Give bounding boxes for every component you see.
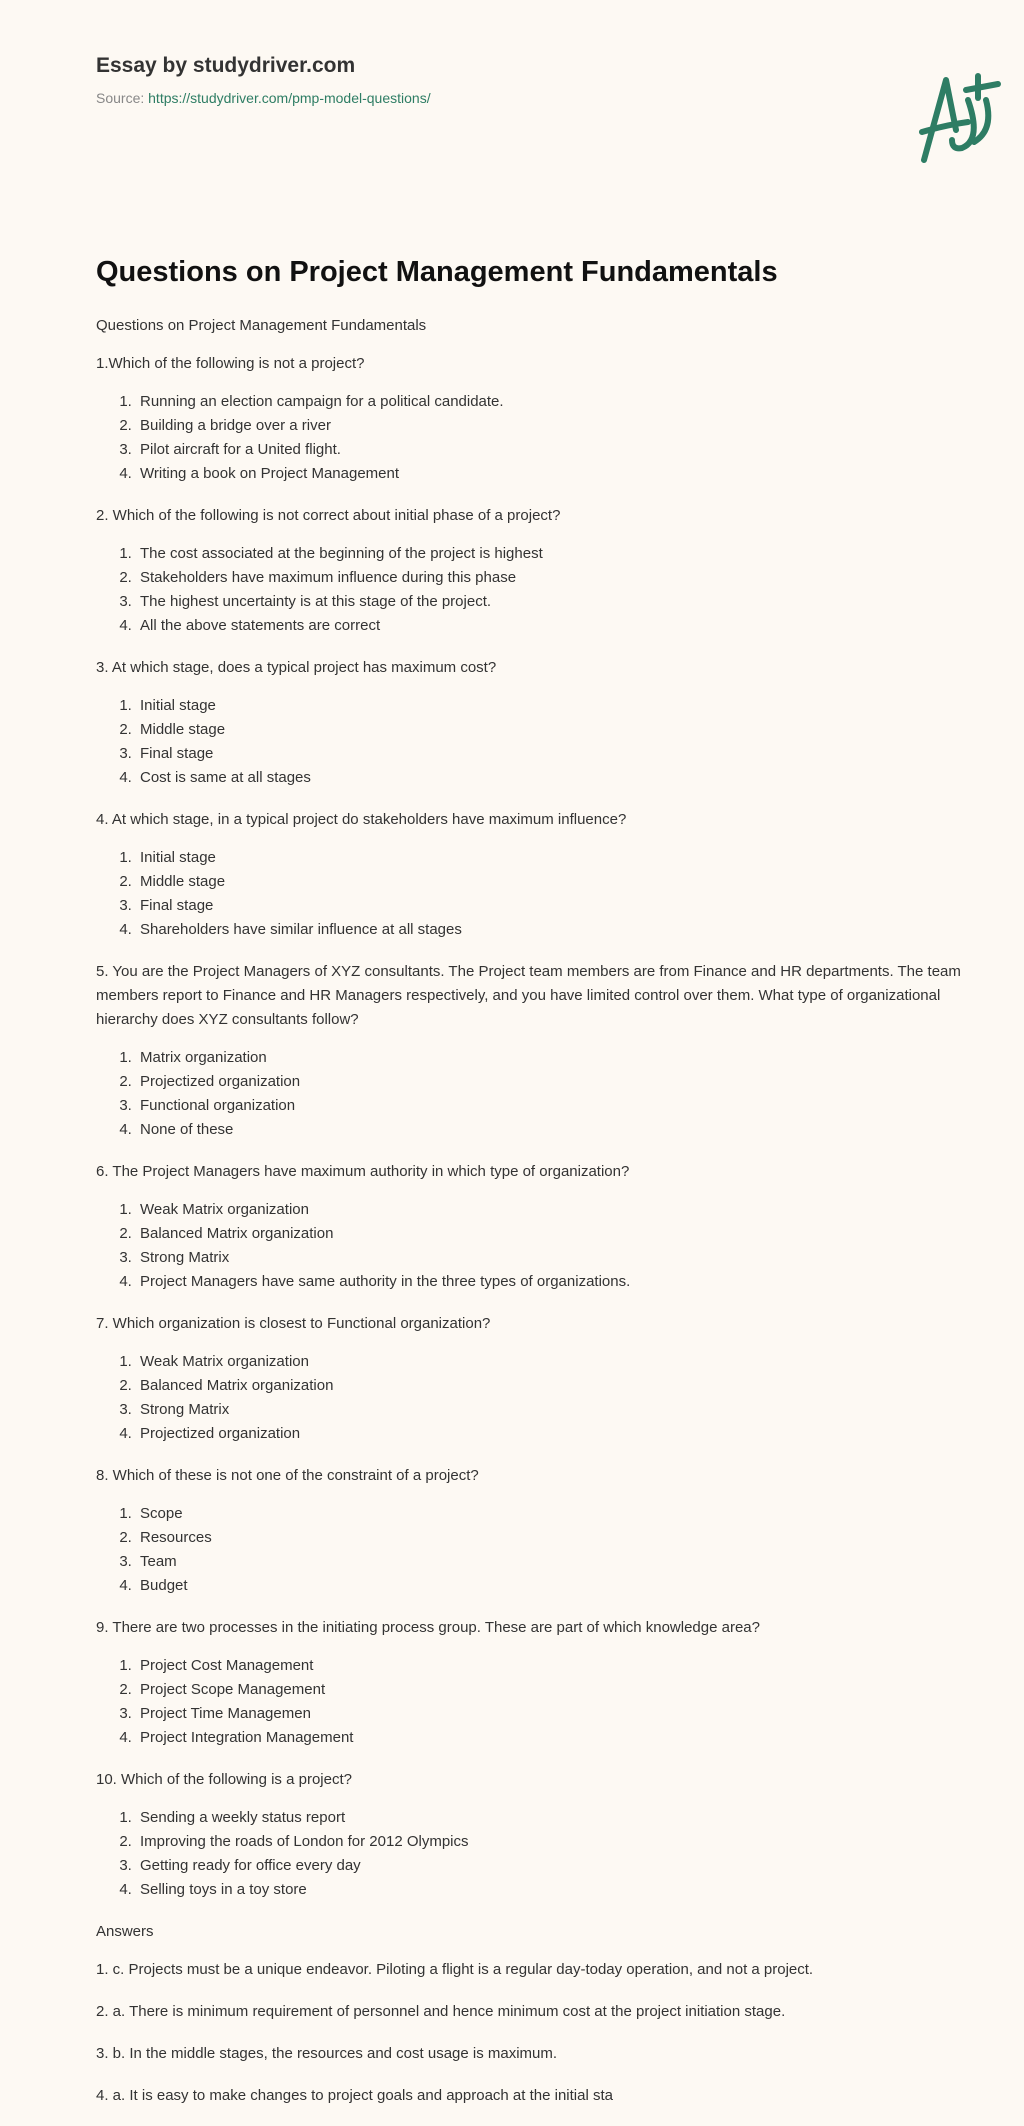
- source-line: [96, 90, 431, 106]
- a-plus-logo-icon: [916, 70, 1024, 170]
- answers-heading: Answers: [96, 1923, 154, 1940]
- option-item: 1. Sending a weekly status report: [136, 1806, 966, 1830]
- option-item: 4. Writing a book on Project Management: [136, 462, 966, 486]
- answer-item: 1. c. Projects must be a unique endeavor. Piloting a flight is a regular day-today operation, and not a project.: [96, 1961, 814, 1978]
- brand-title: Essay by studydriver.com: [96, 54, 356, 77]
- option-item: 4. Project Integration Management: [136, 1726, 966, 1750]
- answers-list: [96, 1958, 966, 2108]
- subtitle: Questions on Project Management Fundamentals: [96, 317, 427, 334]
- question-options: [96, 1806, 966, 1902]
- source-label: Source:: [96, 90, 145, 106]
- option-item: 3. Project Time Managemen: [136, 1702, 966, 1726]
- option-item: 2. Middle stage: [136, 718, 966, 742]
- question-options: [96, 1654, 966, 1750]
- answer-item: 4. a. It is easy to make changes to project goals and approach at the initial sta: [96, 2087, 613, 2104]
- question-text: 9. There are two processes in the initiating process group. These are part of which knowledge area?: [96, 1619, 760, 1636]
- option-item: 3. The highest uncertainty is at this stage of the project.: [136, 590, 966, 614]
- option-item: 1. Scope: [136, 1502, 966, 1526]
- question-text: 5. You are the Project Managers of XYZ consultants. The Project team members are from Finance and HR departments. The team members report to Finance and HR Managers respectively, and you have limited control over them. What type of organizational hierarchy does XYZ consultants follow?: [96, 963, 961, 1028]
- option-item: 1. Initial stage: [136, 694, 966, 718]
- option-item: 4. Budget: [136, 1574, 966, 1598]
- question-text: 8. Which of these is not one of the constraint of a project?: [96, 1467, 479, 1484]
- question-options: [96, 1350, 966, 1446]
- option-item: 4. Selling toys in a toy store: [136, 1878, 966, 1902]
- option-item: 1. Weak Matrix organization: [136, 1198, 966, 1222]
- question-text: 2. Which of the following is not correct about initial phase of a project?: [96, 507, 561, 524]
- question-options: [96, 694, 966, 790]
- answer-item: 2. a. There is minimum requirement of personnel and hence minimum cost at the project initiation stage.: [96, 2003, 786, 2020]
- option-item: 2. Resources: [136, 1526, 966, 1550]
- option-item: 2. Projectized organization: [136, 1070, 966, 1094]
- question-options: [96, 1198, 966, 1294]
- option-item: 4. Cost is same at all stages: [136, 766, 966, 790]
- essay-body: [96, 252, 966, 2126]
- question-text: 10. Which of the following is a project?: [96, 1771, 352, 1788]
- option-item: 3. Strong Matrix: [136, 1398, 966, 1422]
- source-link[interactable]: https://studydriver.com/pmp-model-questions/: [148, 90, 431, 106]
- option-item: 2. Balanced Matrix organization: [136, 1374, 966, 1398]
- option-item: 2. Building a bridge over a river: [136, 414, 966, 438]
- question-text: 3. At which stage, does a typical project has maximum cost?: [96, 659, 497, 676]
- option-item: 4. All the above statements are correct: [136, 614, 966, 638]
- answer-item: 3. b. In the middle stages, the resources and cost usage is maximum.: [96, 2045, 558, 2062]
- option-item: 3. Getting ready for office every day: [136, 1854, 966, 1878]
- question-options: [96, 542, 966, 638]
- option-item: 1. The cost associated at the beginning of the project is highest: [136, 542, 966, 566]
- question-text: 4. At which stage, in a typical project do stakeholders have maximum influence?: [96, 811, 627, 828]
- option-item: 2. Stakeholders have maximum influence during this phase: [136, 566, 966, 590]
- option-item: 3. Team: [136, 1550, 966, 1574]
- question-options: [96, 1502, 966, 1598]
- option-item: 2. Project Scope Management: [136, 1678, 966, 1702]
- option-item: 3. Final stage: [136, 894, 966, 918]
- option-item: 2. Improving the roads of London for 2012 Olympics: [136, 1830, 966, 1854]
- option-item: 4. None of these: [136, 1118, 966, 1142]
- question-text: 1.Which of the following is not a project?: [96, 355, 365, 372]
- option-item: 3. Pilot aircraft for a United flight.: [136, 438, 966, 462]
- option-item: 4. Projectized organization: [136, 1422, 966, 1446]
- option-item: 1. Weak Matrix organization: [136, 1350, 966, 1374]
- question-options: [96, 390, 966, 486]
- question-text: 7. Which organization is closest to Functional organization?: [96, 1315, 491, 1332]
- option-item: 2. Middle stage: [136, 870, 966, 894]
- option-item: 2. Balanced Matrix organization: [136, 1222, 966, 1246]
- option-item: 4. Project Managers have same authority in the three types of organizations.: [136, 1270, 966, 1294]
- option-item: 3. Final stage: [136, 742, 966, 766]
- page-title: Questions on Project Management Fundamentals: [96, 256, 778, 288]
- option-item: 1. Matrix organization: [136, 1046, 966, 1070]
- option-item: 1. Initial stage: [136, 846, 966, 870]
- option-item: 4. Shareholders have similar influence at all stages: [136, 918, 966, 942]
- option-item: 3. Functional organization: [136, 1094, 966, 1118]
- option-item: 3. Strong Matrix: [136, 1246, 966, 1270]
- question-text: 6. The Project Managers have maximum authority in which type of organization?: [96, 1163, 630, 1180]
- questions-list: [96, 352, 966, 1902]
- question-options: [96, 1046, 966, 1142]
- option-item: 1. Project Cost Management: [136, 1654, 966, 1678]
- question-options: [96, 846, 966, 942]
- option-item: 1. Running an election campaign for a political candidate.: [136, 390, 966, 414]
